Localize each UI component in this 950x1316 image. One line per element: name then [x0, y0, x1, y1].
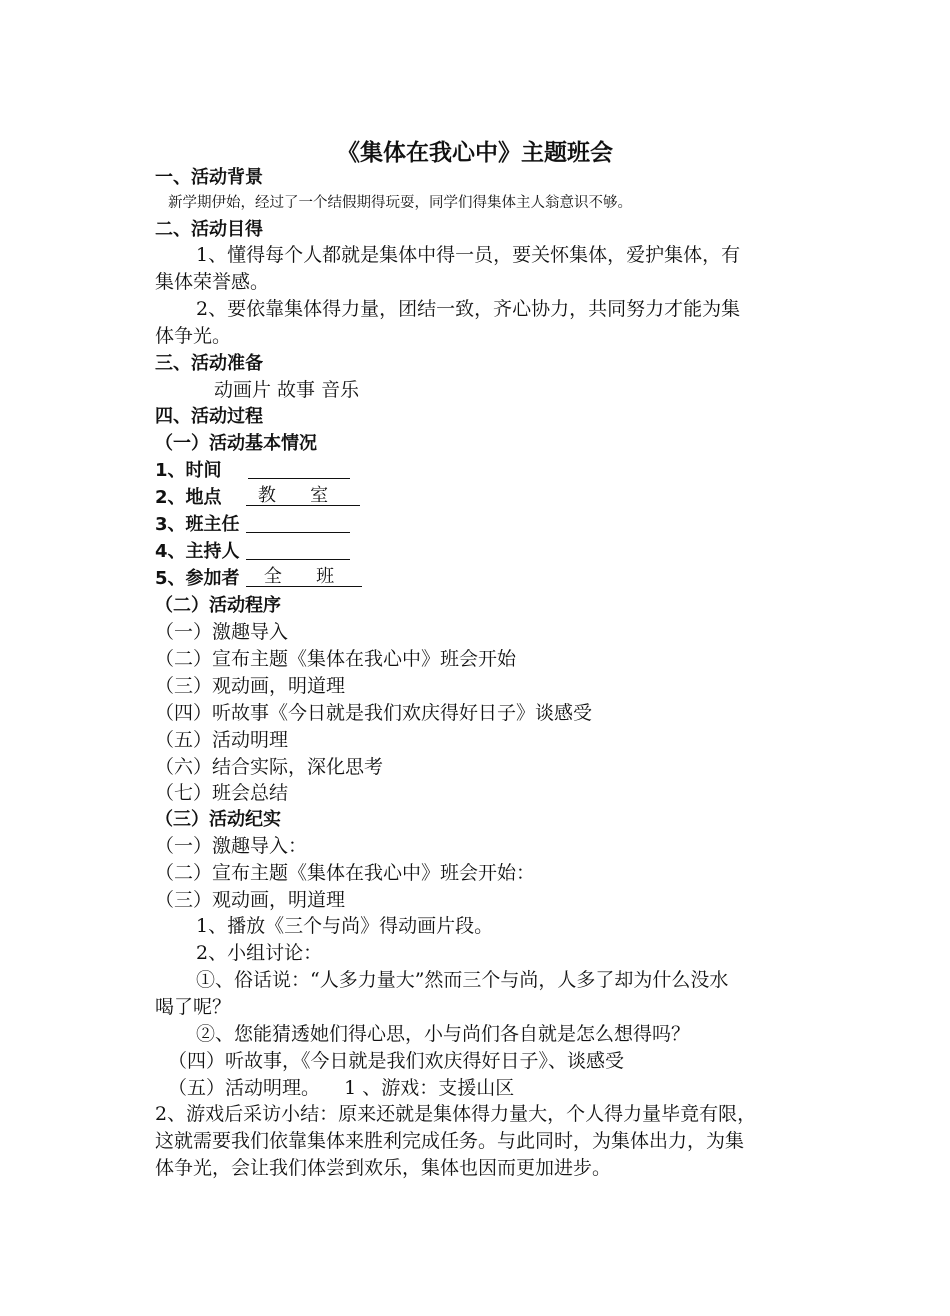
field-teacher-blank [246, 511, 350, 533]
record-step-3-item-1: 1、播放《三个与尚》得动画片段。 [196, 915, 494, 937]
record-step-5: （五）活动明理。 1 、游戏：支援山区 [168, 1077, 515, 1099]
program-item: （七）班会总结 [155, 782, 289, 804]
record-step-1: （一）激趣导入： [155, 835, 308, 857]
section-heading-background: 一、活动背景 [155, 167, 263, 188]
field-place-label: 2、地点 [155, 487, 222, 508]
program-item: （一）激趣导入 [155, 621, 289, 643]
field-host-label: 4、主持人 [155, 541, 240, 562]
subheading-record: （三）活动纪实 [155, 809, 281, 830]
program-item: （六）结合实际，深化思考 [155, 756, 384, 778]
record-step-4: （四）听故事，《今日就是我们欢庆得好日子》、谈感受 [168, 1050, 625, 1072]
field-host [155, 538, 350, 565]
page-title: 《集体在我心中》主题班会 [337, 140, 613, 166]
section-heading-process: 四、活动过程 [155, 406, 263, 427]
record-step-3-item-2: 2、小组讨论： [196, 942, 323, 964]
program-item: （四）听故事《今日就是我们欢庆得好日子》谈感受 [155, 702, 593, 724]
field-time [155, 457, 350, 484]
field-teacher [155, 511, 350, 538]
record-step-2: （二）宣布主题《集体在我心中》班会开始： [155, 862, 536, 884]
discussion-question-2: ②、您能猜透她们得心思，小与尚们各自就是怎么想得吗？ [196, 1023, 691, 1045]
goal-2-line-1: 2、要依靠集体得力量，团结一致，齐心协力，共同努力才能为集 [196, 298, 741, 320]
section-heading-preparation: 三、活动准备 [155, 353, 263, 374]
conclusion-line-3: 体争光，会让我们体尝到欢乐，集体也因而更加进步。 [155, 1157, 612, 1179]
preparation-text: 动画片 故事 音乐 [214, 379, 360, 401]
field-participants [155, 565, 362, 592]
program-item: （二）宣布主题《集体在我心中》班会开始 [155, 648, 517, 670]
field-place-value: 教 室 [246, 484, 360, 506]
goal-1-line-1: 1、懂得每个人都就是集体中得一员，要关怀集体，爱护集体，有 [196, 244, 741, 266]
discussion-question-1-line-1: ①、俗话说：“人多力量大”然而三个与尚，人多了却为什么没水 [196, 969, 729, 991]
section-heading-goals: 二、活动目得 [155, 219, 263, 240]
record-step-3: （三）观动画，明道理 [155, 889, 346, 911]
field-teacher-label: 3、班主任 [155, 514, 240, 535]
field-time-blank [248, 457, 350, 479]
program-item: （三）观动画，明道理 [155, 675, 346, 697]
subheading-basic-info: （一）活动基本情况 [155, 433, 317, 454]
field-participants-label: 5、参加者 [155, 568, 240, 589]
goal-1-line-2: 集体荣誉感。 [155, 271, 270, 293]
conclusion-line-2: 这就需要我们依靠集体来胜利完成任务。与此同时，为集体出力，为集 [155, 1130, 745, 1152]
discussion-question-1-line-2: 喝了呢？ [155, 996, 232, 1018]
field-participants-value: 全 班 [246, 565, 362, 587]
field-time-label: 1、时间 [155, 460, 222, 481]
goal-2-line-2: 体争光。 [155, 325, 232, 347]
subheading-program: （二）活动程序 [155, 595, 281, 616]
background-text: 新学期伊始，经过了一个结假期得玩耍，同学们得集体主人翁意识不够。 [168, 195, 632, 211]
conclusion-line-1: 2、游戏后采访小结：原来还就是集体得力量大，个人得力量毕竟有限， [155, 1103, 757, 1125]
program-item: （五）活动明理 [155, 729, 289, 751]
field-place [155, 484, 360, 511]
field-host-blank [246, 538, 350, 560]
